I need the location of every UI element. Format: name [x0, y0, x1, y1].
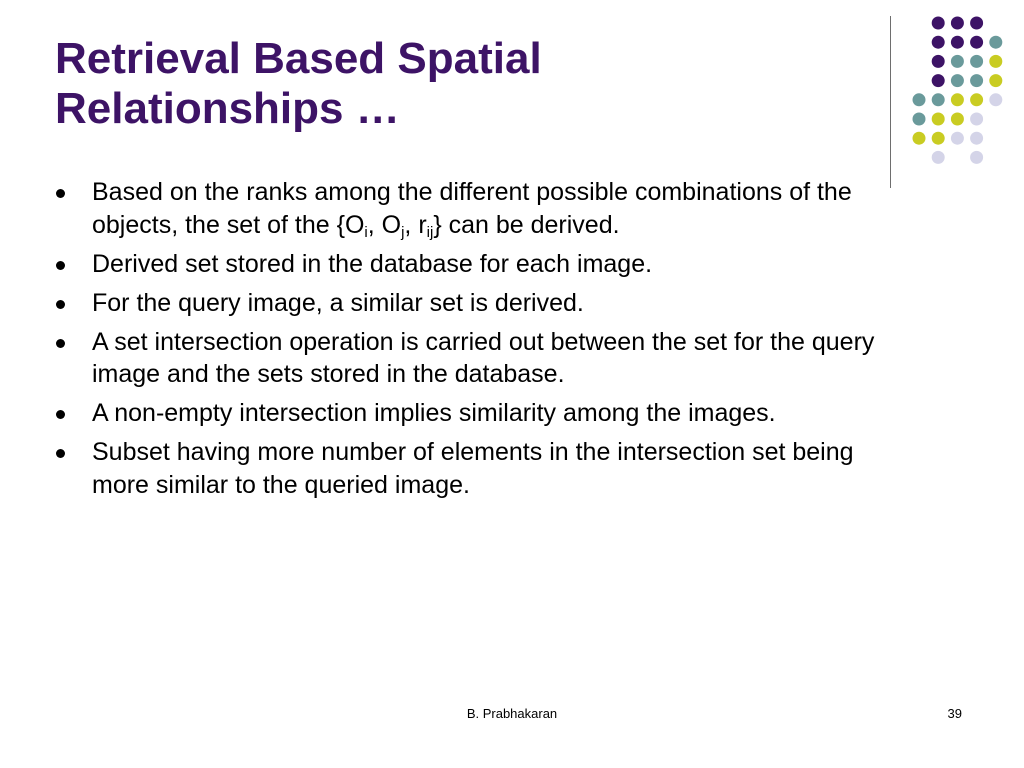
- bullet-text: , O: [367, 210, 402, 239]
- decor-dot: [913, 132, 926, 145]
- decor-dot: [989, 55, 1002, 68]
- bullet-text: } can be derived.: [433, 210, 620, 239]
- decor-dot: [970, 132, 983, 145]
- decor-dot: [951, 55, 964, 68]
- decor-dot: [932, 151, 945, 164]
- subscript-text: ij: [426, 223, 434, 241]
- bullet-item: [55, 326, 905, 391]
- bullet-item: [55, 397, 905, 430]
- decor-dot: [970, 74, 983, 87]
- decor-dot: [989, 74, 1002, 87]
- bullet-text: Derived set stored in the database for each image.: [92, 249, 653, 278]
- bullet-item: [55, 287, 905, 320]
- decor-dot: [932, 36, 945, 49]
- decor-dot: [951, 93, 964, 106]
- slide-title-line-2: Relationships …: [55, 84, 400, 133]
- bullet-text: , r: [404, 210, 427, 239]
- decor-dot: [989, 93, 1002, 106]
- decor-dot: [932, 55, 945, 68]
- subscript-text: i: [364, 223, 368, 241]
- decor-dot: [951, 36, 964, 49]
- decor-dot: [970, 113, 983, 126]
- decor-dot: [932, 93, 945, 106]
- decor-dot: [951, 17, 964, 30]
- bullet-item: [55, 176, 905, 241]
- decor-dot: [932, 17, 945, 30]
- decor-dot: [970, 151, 983, 164]
- decor-dot: [970, 55, 983, 68]
- subscript-text: j: [401, 223, 405, 241]
- decor-dot: [951, 113, 964, 126]
- decor-dot: [932, 113, 945, 126]
- bullet-text: A non-empty intersection implies similarity among the images.: [92, 399, 776, 427]
- page-number: 39: [947, 706, 962, 721]
- decor-dot: [932, 74, 945, 87]
- bullet-dot-icon: [56, 449, 65, 458]
- bullet-text: Subset having more number of elements in the intersection set being more similar to the queried image.: [92, 438, 854, 499]
- bullet-item: [55, 436, 905, 501]
- decorative-dot-grid: [0, 0, 1024, 200]
- bullet-text: Based on the ranks among the different possible combinations of the objects, the set of the {O: [92, 178, 852, 239]
- decor-dot: [932, 132, 945, 145]
- footer-author: B. Prabhakaran: [466, 706, 558, 721]
- decor-dot: [951, 74, 964, 87]
- bullet-dot-icon: [56, 189, 65, 198]
- slide-title-line-1: Retrieval Based Spatial: [55, 34, 542, 83]
- decor-dot: [970, 36, 983, 49]
- bullet-dot-icon: [56, 261, 65, 270]
- decor-dot: [951, 132, 964, 145]
- bullet-dot-icon: [56, 339, 65, 348]
- bullet-text: A set intersection operation is carried out between the set for the query image and the sets stored in the database.: [92, 327, 875, 388]
- decor-dot: [989, 36, 1002, 49]
- decor-dot: [970, 93, 983, 106]
- decor-dot: [913, 113, 926, 126]
- bullet-dot-icon: [56, 300, 65, 309]
- decor-dot: [913, 93, 926, 106]
- bullet-text: For the query image, a similar set is derived.: [92, 288, 584, 317]
- decor-dot: [970, 17, 983, 30]
- bullet-item: [55, 248, 905, 281]
- bullet-dot-icon: [56, 410, 65, 419]
- bullet-list: [55, 176, 905, 508]
